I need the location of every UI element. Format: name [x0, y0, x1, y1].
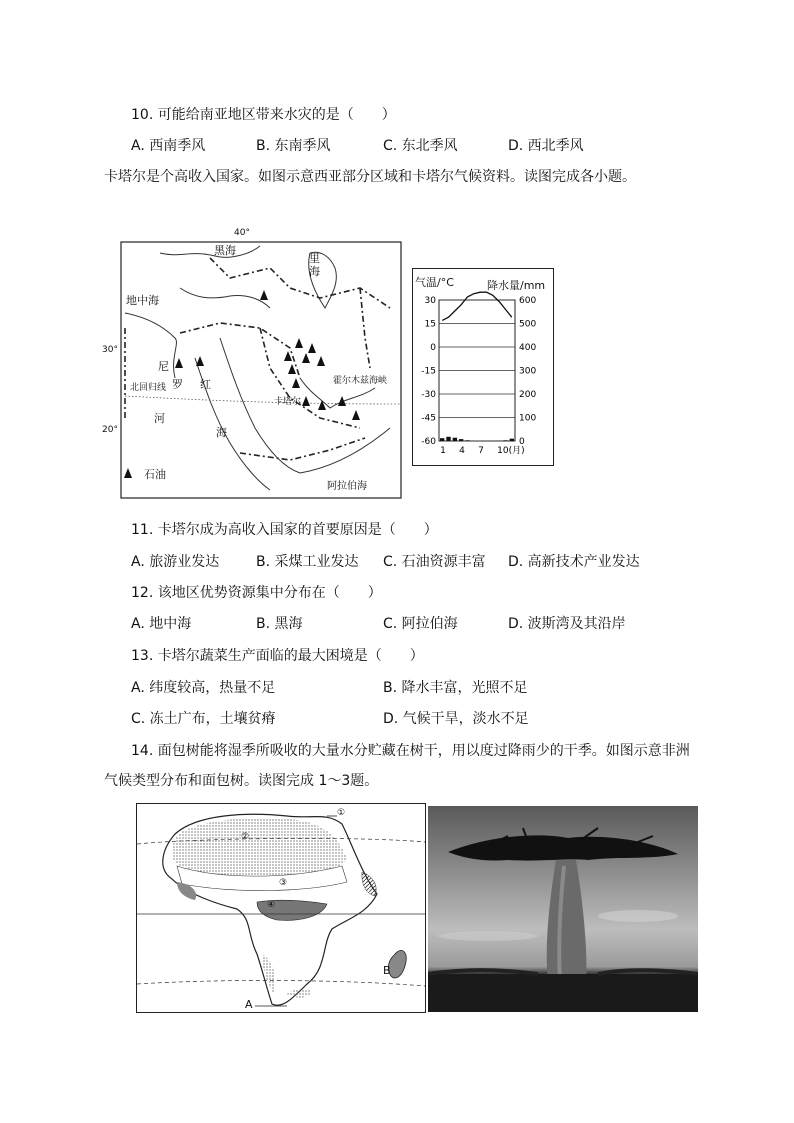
q12-stem: 12. 该地区优势资源集中分布在（ ）	[131, 585, 382, 601]
temperature-line	[442, 292, 512, 320]
map-lat-40: 40°	[234, 228, 250, 238]
precip-tick-label: 400	[519, 343, 537, 353]
africa-climate-map	[136, 803, 426, 1013]
africa-zone-2: ②	[241, 832, 250, 842]
q13-option-a: A. 纬度较高，热量不足	[131, 680, 276, 696]
precip-tick-label: 100	[519, 413, 537, 424]
africa-label-a: A	[245, 998, 253, 1011]
baobab-tree-photo	[428, 806, 698, 1012]
map-label-nile-3: 河	[154, 412, 165, 425]
q12-option-d: D. 波斯湾及其沿岸	[508, 616, 626, 632]
q10-option-c: C. 东北季风	[383, 138, 458, 154]
africa-zone-1: ①	[337, 808, 346, 818]
africa-label-b: B	[383, 964, 391, 977]
q12-option-a: A. 地中海	[131, 616, 192, 632]
west-asia-map	[102, 228, 405, 503]
map-label-red-sea-1: 红	[200, 378, 211, 391]
precip-bar	[459, 439, 463, 441]
precip-tick-label: 300	[519, 366, 537, 377]
temp-tick-label: -45	[421, 413, 436, 424]
map-lat-20: 20°	[102, 425, 118, 435]
map-label-nile-1: 尼	[158, 360, 169, 373]
q11-option-b: B. 采煤工业发达	[256, 554, 359, 570]
map-label-nile-2: 罗	[172, 378, 183, 391]
precip-bar	[510, 439, 514, 441]
temp-tick-label: -60	[421, 437, 436, 447]
temp-tick-label: 15	[424, 319, 436, 330]
map-label-black-sea: 黑海	[214, 244, 236, 257]
q13-option-d: D. 气候干旱，淡水不足	[383, 711, 529, 727]
q10-option-d: D. 西北季风	[508, 138, 584, 154]
q14-stem-line2: 气候类型分布和面包树。读图完成 1～3题。	[104, 773, 379, 789]
q10-stem: 10. 可能给南亚地区带来水灾的是（ ）	[131, 107, 396, 123]
map-label-qatar: 卡塔尔	[274, 397, 302, 407]
q12-option-b: B. 黑海	[256, 616, 303, 632]
precip-bar	[446, 437, 450, 441]
q11-stem: 11. 卡塔尔成为高收入国家的首要原因是（ ）	[131, 522, 438, 538]
q14-stem-line1: 14. 面包树能将湿季所吸收的大量水分贮藏在树干，用以度过降雨少的干季。如图示意非洲	[131, 743, 690, 759]
precip-tick-label: 0	[519, 437, 525, 447]
temp-tick-label: -15	[421, 366, 436, 377]
q11-option-c: C. 石油资源丰富	[383, 554, 486, 570]
month-tick-label: 4	[459, 446, 465, 456]
precip-tick-label: 600	[519, 296, 537, 306]
temp-tick-label: 0	[430, 343, 436, 353]
q11-option-a: A. 旅游业发达	[131, 554, 220, 570]
chart-temp-axis-label: 气温/°C	[415, 276, 454, 289]
chart-precip-axis-label: 降水量/mm	[487, 279, 546, 292]
africa-zone-3: ③	[279, 878, 288, 888]
map-legend-oil: 石油	[144, 468, 166, 481]
q10-option-a: A. 西南季风	[131, 138, 206, 154]
africa-zone-4: ④	[267, 900, 276, 910]
map-label-tropic: 北回归线	[130, 383, 167, 393]
map-lat-30: 30°	[102, 345, 118, 355]
temp-tick-label: -30	[421, 390, 436, 400]
month-tick-label: 10(月)	[497, 446, 525, 456]
map-label-red-sea-2: 海	[216, 426, 227, 439]
precip-bar	[503, 440, 507, 441]
map-label-caspian: 里 海	[309, 252, 320, 278]
month-tick-label: 7	[478, 446, 484, 456]
map-label-arabian-sea: 阿拉伯海	[327, 481, 367, 492]
q10-option-b: B. 东南季风	[256, 138, 331, 154]
precip-bar	[453, 438, 457, 441]
map-label-mediterranean: 地中海	[126, 294, 159, 307]
q11-option-d: D. 高新技术产业发达	[508, 554, 640, 570]
precip-tick-label: 200	[519, 390, 537, 400]
qatar-climate-chart	[412, 268, 554, 466]
q12-option-c: C. 阿拉伯海	[383, 616, 458, 632]
q13-stem: 13. 卡塔尔蔬菜生产面临的最大困境是（ ）	[131, 648, 424, 664]
temp-tick-label: 30	[424, 296, 436, 306]
q13-option-c: C. 冻土广布，土壤贫瘠	[131, 711, 276, 727]
precip-tick-label: 500	[519, 319, 537, 330]
month-tick-label: 1	[440, 446, 446, 456]
precip-bar	[440, 438, 444, 441]
intro-text: 卡塔尔是个高收入国家。如图示意西亚部分区域和卡塔尔气候资料。读图完成各小题。	[104, 169, 636, 185]
precip-bar	[465, 440, 469, 441]
q13-option-b: B. 降水丰富，光照不足	[383, 680, 528, 696]
map-label-hormuz: 霍尔木兹海峡	[333, 376, 388, 386]
